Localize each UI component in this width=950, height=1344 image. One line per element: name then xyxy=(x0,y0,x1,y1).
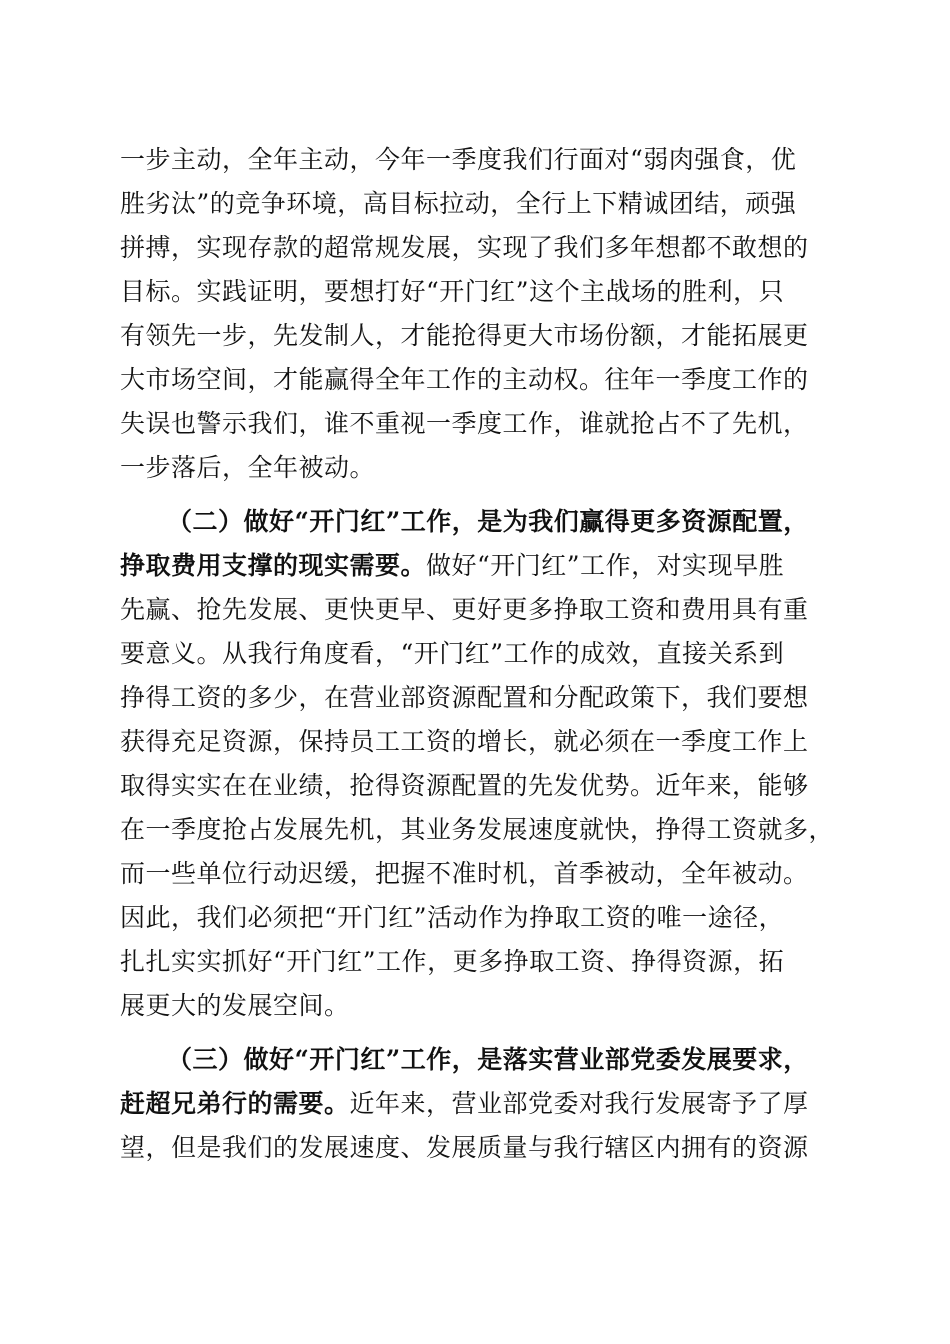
section-heading-3: （三）做好“开门红”工作，是落实营业部党委发展要求， xyxy=(167,1045,809,1074)
paragraph-line: 扎扎实实抓好“开门红”工作，更多挣取工资、挣得资源，拓 xyxy=(120,947,785,976)
paragraph-line: 挣得工资的多少，在营业部资源配置和分配政策下，我们要想 xyxy=(120,683,809,712)
section-heading-2-tail: 挣取费用支撑的现实需要。 xyxy=(120,551,427,580)
section-heading-2-line xyxy=(120,546,840,586)
paragraph-line: 取得实实在在业绩，抢得资源配置的先发优势。近年来，能够 xyxy=(120,771,809,800)
paragraph-line: 望，但是我们的发展速度、发展质量与我行辖区内拥有的资源 xyxy=(120,1133,809,1162)
paragraph-line: 胜劣汰”的竞争环境，高目标拉动，全行上下精诚团结，顽强 xyxy=(120,189,797,218)
paragraph-line: 而一些单位行动迟缓，把握不准时机，首季被动，全年被动。 xyxy=(120,859,809,888)
paragraph-text: 做好“开门红”工作，对实现早胜 xyxy=(426,551,785,580)
paragraph-line: 要意义。从我行角度看，“开门红”工作的成效，直接关系到 xyxy=(120,639,785,668)
paragraph-line: 在一季度抢占发展先机，其业务发展速度就快，挣得工资就多， xyxy=(120,815,835,844)
paragraph-text: 近年来，营业部党委对我行发展寄予了厚 xyxy=(349,1089,809,1118)
paragraph-line: 因此，我们必须把“开门红”活动作为挣取工资的唯一途径， xyxy=(120,903,785,932)
paragraph-line: 拼搏，实现存款的超常规发展，实现了我们多年想都不敢想的 xyxy=(120,233,809,262)
paragraph-line: 先赢、抢先发展、更快更早、更好更多挣取工资和费用具有重 xyxy=(120,595,809,624)
paragraph-line: 大市场空间，才能赢得全年工作的主动权。往年一季度工作的 xyxy=(120,365,809,394)
paragraph-line: 一步主动，全年主动，今年一季度我们行面对“弱肉强食，优 xyxy=(120,145,797,174)
section-heading-3-line xyxy=(120,1084,840,1124)
section-heading-3-tail: 赶超兄弟行的需要。 xyxy=(120,1089,350,1118)
paragraph-line: 有领先一步，先发制人，才能抢得更大市场份额，才能拓展更 xyxy=(120,321,809,350)
paragraph-line: 失误也警示我们，谁不重视一季度工作，谁就抢占不了先机， xyxy=(120,409,809,438)
paragraph-line: 获得充足资源，保持员工工资的增长，就必须在一季度工作上 xyxy=(120,727,809,756)
paragraph-line: 一步落后，全年被动。 xyxy=(120,453,376,482)
section-heading-2: （二）做好“开门红”工作，是为我们赢得更多资源配置， xyxy=(167,507,809,536)
paragraph-line: 展更大的发展空间。 xyxy=(120,991,350,1020)
paragraph-line: 目标。实践证明，要想打好“开门红”这个主战场的胜利，只 xyxy=(120,277,785,306)
